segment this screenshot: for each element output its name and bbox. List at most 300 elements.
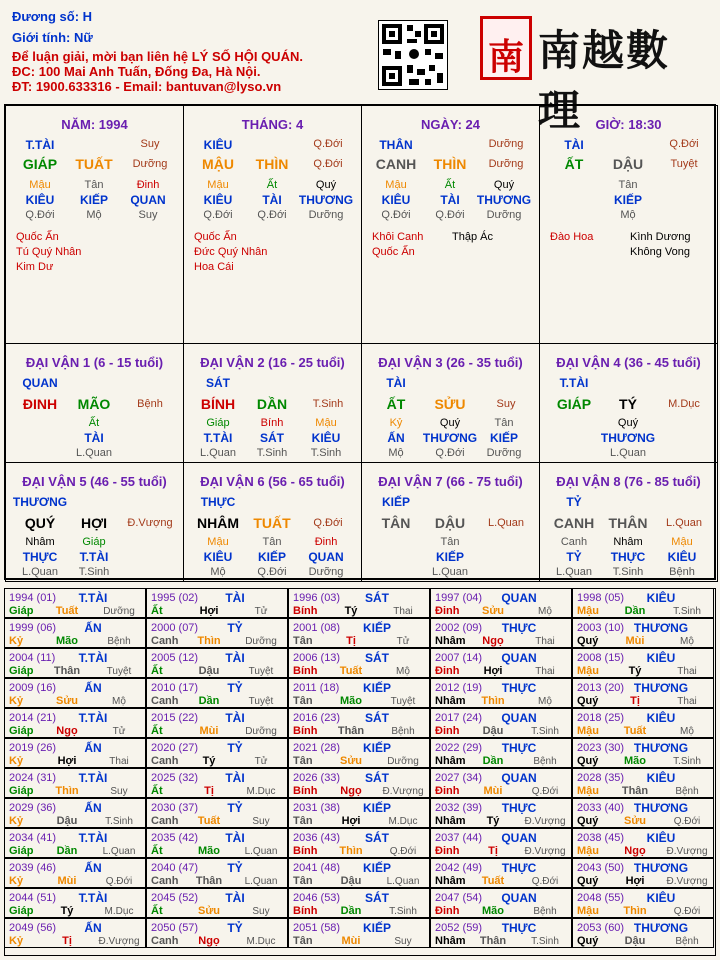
year-label: 2018 (25) [577,712,625,724]
year-stage: Mộ [396,666,410,677]
luu-nien-cell [572,918,714,948]
hidden-stage: T.Sinh [612,566,644,578]
year-stem: Nhâm [435,755,466,767]
year-branch: Tý [202,755,216,767]
year-god: THỰC [501,741,537,755]
year-stage: Bệnh [533,906,557,917]
year-branch: Sửu [55,695,79,707]
luu-nien-cell [430,828,572,858]
shen-sha-star: Không Vong [630,246,690,258]
year-god: KIẾP [362,621,392,635]
luu-nien-cell [288,918,430,948]
year-stage: Dưỡng [103,606,135,617]
luu-nien-cell [146,708,288,738]
luu-nien-cell [4,828,146,858]
year-stage: T.Sinh [673,756,701,767]
hidden-god: THỰC [610,550,646,564]
year-god: SÁT [365,831,389,845]
year-stem: Bính [293,845,318,857]
luu-nien-cell [572,828,714,858]
luu-nien-cell [146,798,288,828]
shen-sha-star: Quốc Ấn [194,231,237,243]
year-stem: Ất [151,665,163,677]
year-label: 2000 (07) [151,622,199,634]
year-stage: Tuyệt [248,696,274,707]
brand-title: 南越數理 [538,26,671,135]
year-branch: Hợi [199,605,219,617]
year-stage: Bệnh [675,786,699,797]
year-stem: Canh [151,635,179,647]
year-god: QUAN [501,591,537,605]
year-branch: Dậu [198,665,220,677]
year-god: T.TÀI [78,831,108,845]
year-stem: Mậu [577,665,599,677]
hidden-god: KIẾP [257,550,287,564]
year-branch: Mùi [341,935,361,947]
year-label: 2014 (21) [9,712,57,724]
luu-nien-cell [146,888,288,918]
year-god: THỰC [501,921,537,935]
year-stem: Mậu [577,845,599,857]
year-stem: Quý [577,695,599,707]
hidden-stage: Q.Đới [381,209,411,221]
year-branch: Tuất [623,725,647,737]
luu-nien-cell [4,648,146,678]
year-god: KIẾP [362,741,392,755]
year-stage: Q.Đới [531,786,559,797]
year-branch: Thìn [481,695,505,707]
luu-nien-cell [430,798,572,828]
year-stem: Canh [151,815,179,827]
dai-van-branch: TUẤT [253,515,291,531]
luu-nien-cell [4,888,146,918]
luu-nien-cell [430,918,572,948]
year-label: 2052 (59) [435,922,483,934]
luu-nien-cell [430,648,572,678]
year-stage: Thai [393,606,413,617]
hidden-stem: Nhâm [25,536,55,548]
year-label: 1994 (01) [9,592,57,604]
dai-van-god: KIẾP [381,495,411,509]
year-god: T.TÀI [78,891,108,905]
dai-van-cell [539,343,718,463]
year-stem: Canh [151,755,179,767]
shen-sha-star: Kim Dư [16,261,54,273]
hidden-stem: Giáp [82,536,106,548]
year-stage: Dưỡng [245,636,277,647]
header-line-address: ĐC: 100 Mai Anh Tuấn, Đống Đa, Hà Nội. [12,64,261,79]
year-stage: T.Sinh [531,726,559,737]
year-label: 2046 (53) [293,892,341,904]
year-stage: Suy [252,816,270,827]
year-stem: Tân [293,935,313,947]
header-line-contact: Để luận giải, mời bạn liên hệ LÝ SỐ HỘI QUÁN. [12,49,303,64]
luu-nien-cell [288,708,430,738]
dai-van-stage: Suy [496,398,516,410]
year-branch: Mùi [199,725,219,737]
pillar-cell [183,105,362,344]
year-god: TỶ [227,741,243,755]
year-branch: Thìn [623,905,647,917]
year-label: 1997 (04) [435,592,483,604]
shen-sha-star: Hoa Cái [194,261,234,273]
year-stem: Quý [577,875,599,887]
luu-nien-cell [430,588,572,618]
year-branch: Dần [198,695,220,707]
luu-nien-cell [4,708,146,738]
year-god: T.TÀI [78,771,108,785]
year-god: QUAN [501,651,537,665]
year-god: QUAN [501,771,537,785]
dai-van-god: TÀI [386,376,406,390]
year-god: TỶ [227,621,243,635]
luu-nien-cell [430,888,572,918]
luu-nien-cell [288,618,430,648]
year-branch: Tị [630,695,640,707]
year-label: 2036 (43) [293,832,341,844]
pillar-stage: Q.Đới [313,158,343,170]
luu-nien-cell [4,768,146,798]
dai-van-title: ĐẠI VẬN 4 (36 - 45 tuổi) [556,355,701,370]
year-label: 2039 (46) [9,862,57,874]
year-branch: Dần [624,605,646,617]
year-branch: Thân [53,665,81,677]
year-god: TỶ [227,861,243,875]
pillar-branch: TUẤT [75,156,113,172]
luu-nien-cell [288,648,430,678]
year-label: 2015 (22) [151,712,199,724]
year-branch: Mùi [483,785,503,797]
year-label: 2011 (18) [293,682,340,694]
year-god: T.TÀI [78,591,108,605]
year-stem: Tân [293,815,313,827]
year-god: KIÊU [646,591,676,605]
dai-van-god: TỶ [566,495,582,509]
year-branch: Hợi [625,875,645,887]
year-label: 2016 (23) [293,712,341,724]
year-label: 2029 (36) [9,802,57,814]
year-god: KIẾP [362,861,392,875]
year-god: KIẾP [362,921,392,935]
year-branch: Tị [204,785,214,797]
year-stage: Thai [109,756,129,767]
year-label: 2040 (47) [151,862,199,874]
dai-van-branch: HỢI [81,515,107,531]
year-stage: T.Sinh [389,906,417,917]
hidden-stem: Quý [617,417,639,429]
year-stem: Tân [293,635,313,647]
year-branch: Mùi [625,635,645,647]
luu-nien-cell [4,858,146,888]
luu-nien-cell [288,588,430,618]
hidden-stem: Tân [84,179,104,191]
dai-van-cell [183,462,362,582]
year-god: ẤN [84,801,102,815]
year-label: 2007 (14) [435,652,483,664]
dai-van-stem: QUÝ [24,515,56,531]
year-god: SÁT [365,591,389,605]
hidden-god: TÀI [440,193,460,207]
year-label: 2012 (19) [435,682,483,694]
hidden-stem: Ất [444,179,456,191]
luu-nien-cell [4,678,146,708]
year-branch: Dậu [56,815,78,827]
year-stage: Đ.Vượng [666,876,708,887]
year-stage: Mộ [680,726,694,737]
year-branch: Mão [624,755,646,767]
dai-van-god: T.TÀI [559,376,589,390]
hidden-stage: Q.Đới [203,209,233,221]
luu-nien-cell [4,588,146,618]
year-label: 1999 (06) [9,622,57,634]
year-label: 2013 (20) [577,682,625,694]
year-stage: Tử [254,606,268,617]
hidden-stage: Bệnh [669,566,695,578]
hidden-god: ẤN [387,431,405,445]
luu-nien-cell [430,708,572,738]
year-stem: Ất [151,905,163,917]
dai-van-branch: TÝ [619,396,637,412]
year-label: 2005 (12) [151,652,199,664]
year-stem: Giáp [9,665,34,677]
year-god: T.TÀI [78,711,108,725]
year-branch: Tý [486,815,500,827]
year-god: TỶ [227,681,243,695]
hidden-stage: L.Quan [609,447,647,459]
hidden-stage: Mộ [86,209,102,221]
dai-van-branch: DẦN [256,396,288,412]
year-branch: Tuất [197,815,221,827]
year-label: 2031 (38) [293,802,341,814]
dai-van-cell [539,462,718,582]
luu-nien-cell [572,678,714,708]
year-stage: Mộ [680,636,694,647]
luu-nien-cell [146,738,288,768]
year-stage: Q.Đới [531,876,559,887]
hidden-stem: Quý [315,179,337,191]
dai-van-stage: Bệnh [137,398,163,410]
year-branch: Thân [337,725,365,737]
luu-nien-cell [288,738,430,768]
shen-sha-star: Khôi Canh [372,231,424,243]
year-stage: Thai [535,666,555,677]
hidden-stage: Dưỡng [486,447,522,459]
year-stage: Q.Đới [105,876,133,887]
year-label: 2019 (26) [9,742,57,754]
year-stage: Đ.Vượng [382,786,424,797]
year-label: 2008 (15) [577,652,625,664]
hidden-stage: Suy [138,209,158,221]
year-branch: Tý [344,605,358,617]
hidden-stem: Đinh [314,536,338,548]
year-branch: Ngọ [56,725,78,737]
year-god: TỶ [227,921,243,935]
year-branch: Mão [56,635,78,647]
year-label: 2045 (52) [151,892,199,904]
year-stage: Đ.Vượng [666,846,708,857]
year-stage: M.Dục [246,786,276,797]
shen-sha-star: Tú Quý Nhân [16,246,82,258]
year-stage: M.Dục [388,816,418,827]
shen-sha-star: Thập Ác [452,231,493,243]
year-branch: Dậu [340,875,362,887]
year-label: 2032 (39) [435,802,483,814]
hidden-stage: Q.Đới [257,566,287,578]
year-label: 1998 (05) [577,592,625,604]
year-stage: Dưỡng [387,756,419,767]
year-stem: Canh [151,875,179,887]
year-label: 2027 (34) [435,772,483,784]
dai-van-god: SÁT [206,376,230,390]
year-god: QUAN [501,891,537,905]
year-stem: Ất [151,725,163,737]
year-stage: Đ.Vượng [98,936,140,947]
year-stage: Bệnh [391,726,415,737]
year-label: 2041 (48) [293,862,341,874]
chart-grid [4,104,716,580]
dai-van-god: THƯƠNG [12,495,68,509]
year-stem: Quý [577,755,599,767]
year-god: THỰC [501,801,537,815]
luu-nien-cell [430,858,572,888]
dai-van-stem: ẤT [386,396,406,412]
dai-van-title: ĐẠI VẬN 3 (26 - 35 tuổi) [378,355,523,370]
year-stage: Thai [535,636,555,647]
hidden-stage: L.Quan [75,447,113,459]
dai-van-branch: THÂN [608,515,648,531]
year-branch: Sửu [339,755,363,767]
year-stem: Đinh [435,665,460,677]
year-stem: Giáp [9,785,34,797]
year-label: 2021 (28) [293,742,341,754]
hidden-god: KIẾP [489,431,519,445]
year-stem: Giáp [9,725,34,737]
pillar-god: T.TÀI [25,138,55,152]
year-branch: Ngọ [482,635,504,647]
pillar-stem: ẤT [564,156,584,172]
year-god: KIÊU [646,831,676,845]
year-branch: Tuất [481,875,505,887]
year-label: 2026 (33) [293,772,341,784]
pillar-branch: DẬU [612,156,644,172]
year-branch: Mão [198,845,220,857]
shen-sha-star: Đào Hoa [550,231,594,243]
luu-nien-cell [572,618,714,648]
year-stage: Mộ [538,696,552,707]
pillar-cell [539,105,718,344]
year-stem: Canh [151,695,179,707]
year-stem: Tân [293,875,313,887]
year-stem: Kỷ [9,815,24,827]
hidden-stem: Tân [262,536,282,548]
year-label: 2025 (32) [151,772,199,784]
year-stage: Tử [396,636,410,647]
hidden-stem: Đinh [136,179,160,191]
year-god: ẤN [84,621,102,635]
luu-nien-cell [572,798,714,828]
luu-nien-cell [146,678,288,708]
hidden-stage: Q.Đới [25,209,55,221]
year-god: TÀI [225,651,245,665]
year-god: QUAN [501,831,537,845]
luu-nien-table [4,588,716,956]
hidden-god: KIẾP [79,193,109,207]
year-label: 2010 (17) [151,682,199,694]
luu-nien-cell [146,618,288,648]
pillar-stage: Tuyệt [670,158,698,170]
hidden-stage: Mộ [620,209,636,221]
hidden-stage: Mộ [210,566,226,578]
hidden-stage: Mộ [388,447,404,459]
hidden-stage: Dưỡng [308,566,344,578]
year-stem: Nhâm [435,875,466,887]
year-stage: Bệnh [533,756,557,767]
year-branch: Thân [621,785,649,797]
dai-van-title: ĐẠI VẬN 5 (46 - 55 tuổi) [22,474,167,489]
year-stem: Kỷ [9,635,24,647]
year-stage: T.Sinh [105,816,133,827]
year-stage: L.Quan [244,846,278,857]
hidden-god: KIÊU [381,193,411,207]
hidden-god: KIÊU [203,550,233,564]
pillar-title: NGÀY: 24 [421,117,480,132]
year-branch: Thìn [55,785,79,797]
year-branch: Sửu [197,905,221,917]
luu-nien-cell [572,708,714,738]
hidden-stage: L.Quan [199,447,237,459]
year-god: SÁT [365,771,389,785]
year-label: 2017 (24) [435,712,483,724]
hidden-stem: Ất [266,179,278,191]
hidden-stem: Ất [88,417,100,429]
pillar-branch: THÌN [433,156,467,172]
hidden-stage: L.Quan [555,566,593,578]
year-stem: Bính [293,785,318,797]
pillar-stage-top: Dưỡng [488,138,524,150]
luu-nien-cell [288,678,430,708]
year-stem: Đinh [435,845,460,857]
year-stage: L.Quan [386,876,420,887]
luu-nien-cell [146,648,288,678]
pillar-stage: Dưỡng [488,158,524,170]
year-stage: T.Sinh [673,606,701,617]
year-label: 2035 (42) [151,832,199,844]
year-god: T.TÀI [78,651,108,665]
dai-van-cell [361,343,540,463]
year-stage: Q.Đới [673,906,701,917]
hidden-god: THƯƠNG [476,193,532,207]
year-branch: Tị [346,635,356,647]
hidden-stage: Dưỡng [308,209,344,221]
year-god: TÀI [225,891,245,905]
year-stem: Quý [577,635,599,647]
luu-nien-cell [146,828,288,858]
dai-van-stem: GIÁP [556,396,592,412]
year-stage: Suy [110,786,128,797]
luu-nien-cell [572,888,714,918]
year-god: TỶ [227,801,243,815]
year-branch: Dần [340,905,362,917]
year-god: KIÊU [646,651,676,665]
year-god: SÁT [365,891,389,905]
year-stem: Mậu [577,785,599,797]
year-stage: Bệnh [107,636,131,647]
year-stem: Kỷ [9,695,24,707]
hidden-stem: Quý [439,417,461,429]
year-god: TÀI [225,591,245,605]
hidden-god: THƯƠNG [298,193,354,207]
luu-nien-cell [288,828,430,858]
